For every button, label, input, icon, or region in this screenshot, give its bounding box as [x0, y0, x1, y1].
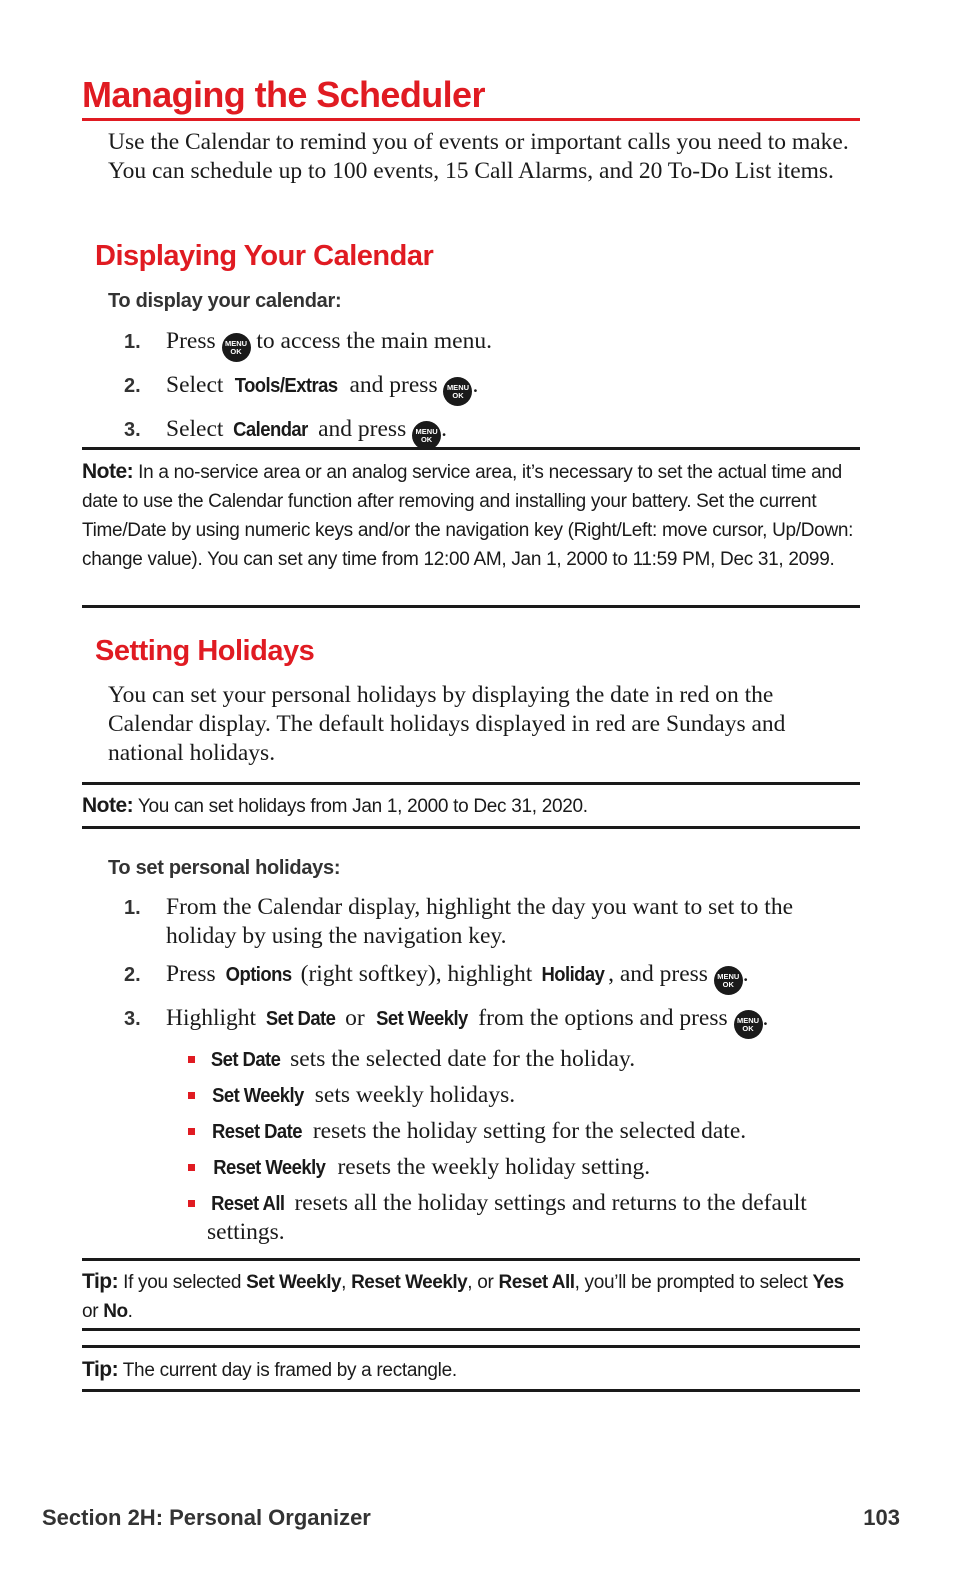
page-number: 103: [863, 1505, 900, 1530]
note-box-service-area: [82, 447, 860, 608]
step-number: 2.: [124, 964, 141, 986]
menu-ok-key-icon: MENU OK: [714, 966, 743, 995]
tip-label: Tip:: [82, 1358, 119, 1381]
keyword-set-date: Set Date: [265, 1007, 336, 1030]
list-item: Reset Weekly resets the weekly holiday setting.: [166, 1153, 868, 1182]
menu-ok-key-icon: MENU OK: [443, 377, 472, 406]
list-item: Set Weekly sets weekly holidays.: [166, 1081, 868, 1110]
holidays-paragraph: You can set your personal holidays by displaying the date in red on the Calendar display. The default holidays displayed in red are Sundays and national holidays.: [108, 682, 786, 766]
keyword-holiday: Holiday: [541, 963, 605, 986]
menu-ok-key-icon: MENU OK: [412, 421, 441, 450]
footer-section-title: Section 2H: Personal Organizer: [42, 1505, 371, 1530]
tip-label: Tip:: [82, 1270, 119, 1293]
tip-text: The current day is framed by a rectangle.: [122, 1360, 457, 1381]
bullet-square-icon: [188, 1164, 195, 1171]
step-3: 3. Highlight Set Date or Set Weekly from the options and press MENU OK . Set Date sets the selected date for the holiday. Set Weekly sets weekly holidays. Reset Date resets the holiday setting for the selected date. Reset Weekly resets the weekly holiday setting. Reset All resets all the holiday settings and returns to the default settings.: [108, 1004, 868, 1247]
tip-box-current-day: [82, 1345, 860, 1392]
bullet-square-icon: [188, 1200, 195, 1207]
intro-paragraph: Use the Calendar to remind you of events or important calls you need to make. You can schedule up to 100 events, 15 Call Alarms, and 20 To-Do List items.: [108, 129, 849, 184]
display-calendar-steps: [108, 327, 868, 459]
bullet-square-icon: [188, 1128, 195, 1135]
step-number: 1.: [124, 897, 141, 919]
procedure-lead-display-calendar: To display your calendar:: [108, 290, 342, 312]
keyword-tools-extras: Tools/Extras: [235, 374, 338, 397]
note-text: In a no-service area or an analog service area, it’s necessary to set the actual time and date to use the Calendar function after removing and installing your battery. Set the current Time/Date by using numeric keys and/or the navigation key (Right/Left: move cursor, Up/Down: change value). You can set any time from 12:00 AM, Jan 1, 2000 to 11:59 PM, Dec 31, 2099.: [82, 462, 854, 570]
step-2: 2. Press Options (right softkey), highlight Holiday , and press MENU OK .: [108, 960, 868, 995]
personal-holidays-steps: [108, 893, 868, 1256]
step-3: 3. Select Calendar and press MENU OK .: [108, 415, 868, 450]
step-text: Press: [166, 328, 216, 354]
section-heading-setting-holidays: Setting Holidays: [95, 635, 315, 667]
page-footer: [42, 1505, 900, 1531]
step-1: [108, 327, 868, 362]
tip-box-prompt: Tip: If you selected Set Weekly, Reset Weekly, or Reset All, you’ll be prompted to select Yes or No.: [82, 1258, 860, 1331]
menu-ok-key-icon: MENU OK: [734, 1010, 763, 1039]
step-number: 3.: [124, 1008, 141, 1030]
step-text: From the Calendar display, highlight the day you want to set to the holiday by using the navigation key.: [166, 894, 793, 949]
holiday-options-list: [166, 1045, 868, 1247]
note-label: Note:: [82, 460, 134, 483]
bullet-square-icon: [188, 1056, 195, 1063]
note-text: You can set holidays from Jan 1, 2000 to Dec 31, 2020.: [137, 796, 588, 817]
section-heading-displaying-calendar: Displaying Your Calendar: [95, 240, 434, 272]
list-item: Reset All resets all the holiday settings and returns to the default settings.: [166, 1189, 868, 1247]
keyword-options: Options: [225, 963, 292, 986]
note-box-holiday-range: [82, 782, 860, 829]
page-title: Managing the Scheduler: [82, 72, 860, 121]
menu-ok-key-icon: MENU OK: [222, 333, 251, 362]
procedure-lead-personal-holidays: To set personal holidays:: [108, 857, 341, 879]
keyword-set-weekly: Set Weekly: [375, 1007, 468, 1030]
list-item: Set Date sets the selected date for the holiday.: [166, 1045, 868, 1074]
note-label: Note:: [82, 794, 134, 817]
step-number: 2.: [124, 375, 141, 397]
step-number: 3.: [124, 419, 141, 441]
list-item: Reset Date resets the holiday setting for the selected date.: [166, 1117, 868, 1146]
bullet-square-icon: [188, 1092, 195, 1099]
step-2: 2. Select Tools/Extras and press MENU OK .: [108, 371, 868, 406]
step-1: [108, 893, 868, 951]
step-text: to access the main menu.: [256, 328, 492, 354]
keyword-calendar: Calendar: [233, 418, 309, 441]
step-number: 1.: [124, 331, 141, 353]
